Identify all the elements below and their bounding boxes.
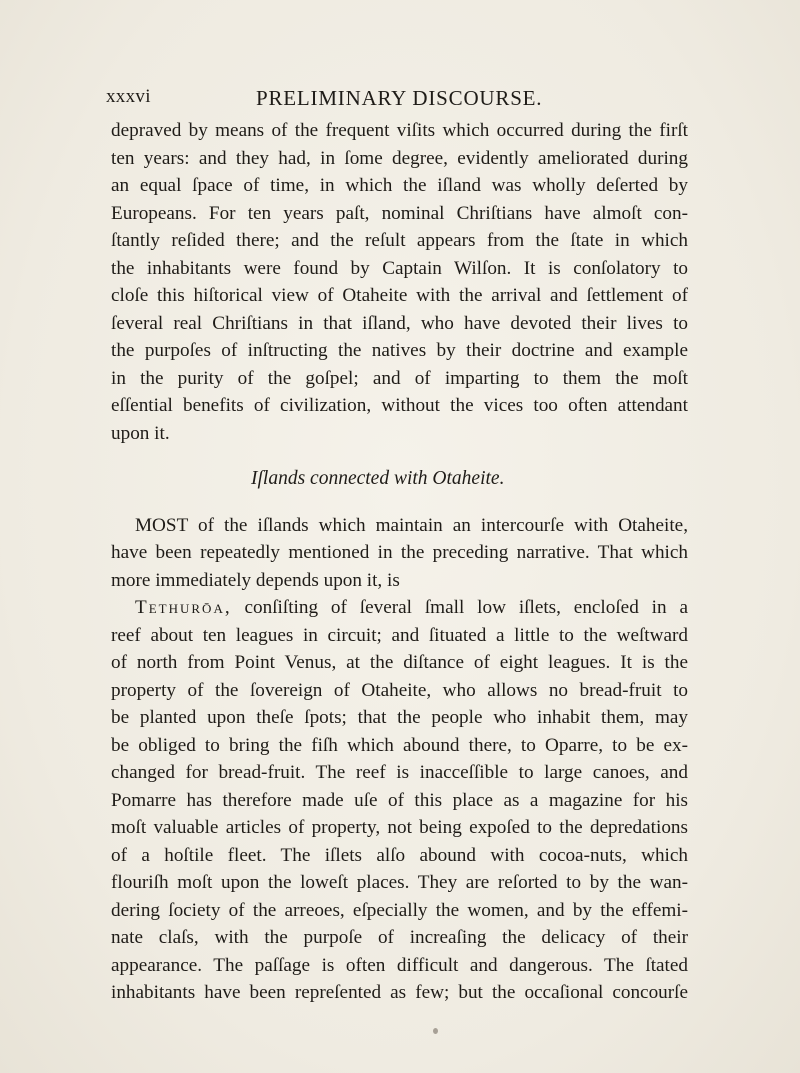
text-line: be planted upon theſe ſpots; that the people who inhabit them, may bbox=[111, 707, 688, 728]
text-line: more immediately depends upon it, is bbox=[111, 569, 400, 591]
text-line: depraved by means of the frequent viſits which occurred during the firſt bbox=[111, 120, 688, 141]
text-line: appearance. The paſſage is often difficult and dangerous. The ſtated bbox=[111, 954, 688, 976]
text-line: ſeveral real Chriſtians in that iſland, who have devoted their lives to bbox=[111, 312, 688, 334]
text-line: reef about ten leagues in circuit; and ſituated a little to the weſtward bbox=[111, 624, 688, 646]
section-heading: Iſlands connected with Otaheite. bbox=[251, 468, 505, 489]
island-name: Tethurōa, bbox=[135, 597, 232, 618]
text-line: an equal ſpace of time, in which the iſland was wholly deſerted by bbox=[111, 175, 688, 196]
text-line: have been repeatedly mentioned in the preceding narrative. That which bbox=[111, 542, 688, 563]
text-line: be obliged to bring the fiſh which abound there, to Oparre, to be ex- bbox=[111, 734, 688, 756]
text-line: Pomarre has therefore made uſe of this place as a magazine for his bbox=[111, 789, 688, 811]
running-title: PRELIMINARY DISCOURSE. bbox=[256, 86, 543, 110]
text-line: ten years: and they had, in ſome degree, evidently ameliorated during bbox=[111, 147, 688, 169]
text-line: flouriſh moſt upon the loweſt places. They are reſorted to by the wan- bbox=[111, 872, 688, 893]
line-remainder: conſiſting of ſeveral ſmall low iſlets, encloſed in a bbox=[231, 597, 688, 618]
text-line: nate claſs, with the purpoſe of increaſing the delicacy of their bbox=[111, 927, 688, 948]
paragraph-1 bbox=[111, 117, 688, 447]
text-line: the inhabitants were found by Captain Wilſon. It is conſolatory to bbox=[111, 257, 688, 279]
text-line: eſſential benefits of civilization, without the vices too often attendant bbox=[111, 395, 688, 416]
text-line: Europeans. For ten years paſt, nominal Chriſtians have almoſt con- bbox=[111, 202, 688, 224]
text-line bbox=[111, 594, 688, 622]
text-line: dering ſociety of the arreoes, eſpecially the women, and by the effemi- bbox=[111, 899, 688, 921]
text-line: of a hoſtile fleet. The iſlets alſo abound with cocoa-nuts, which bbox=[111, 844, 688, 866]
paragraph-2 bbox=[111, 512, 688, 1007]
text-line: moſt valuable articles of property, not being expoſed to the depredations bbox=[111, 817, 688, 838]
ink-speck bbox=[433, 1028, 438, 1034]
text-line: ſtantly reſided there; and the reſult appears from the ſtate in which bbox=[111, 230, 688, 251]
text-line: upon it. bbox=[111, 422, 170, 444]
text-line: of north from Point Venus, at the diſtance of eight leagues. It is the bbox=[111, 652, 688, 673]
text-line: MOST of the iſlands which maintain an intercourſe with Otaheite, bbox=[135, 514, 688, 536]
text-line: property of the ſovereign of Otaheite, who allows no bread-fruit to bbox=[111, 679, 688, 701]
text-line: the purpoſes of inſtructing the natives by their doctrine and example bbox=[111, 340, 688, 361]
text-line: changed for bread-fruit. The reef is inacceſſible to large canoes, and bbox=[111, 762, 688, 783]
text-line: in the purity of the goſpel; and of imparting to them the moſt bbox=[111, 367, 688, 389]
text-line: cloſe this hiſtorical view of Otaheite with the arrival and ſettlement of bbox=[111, 285, 688, 306]
body-text bbox=[111, 117, 688, 1007]
text-line: inhabitants have been repreſented as few; but the occaſional concourſe bbox=[111, 982, 688, 1003]
page-number: xxxvi bbox=[106, 86, 151, 107]
running-header bbox=[106, 86, 706, 116]
